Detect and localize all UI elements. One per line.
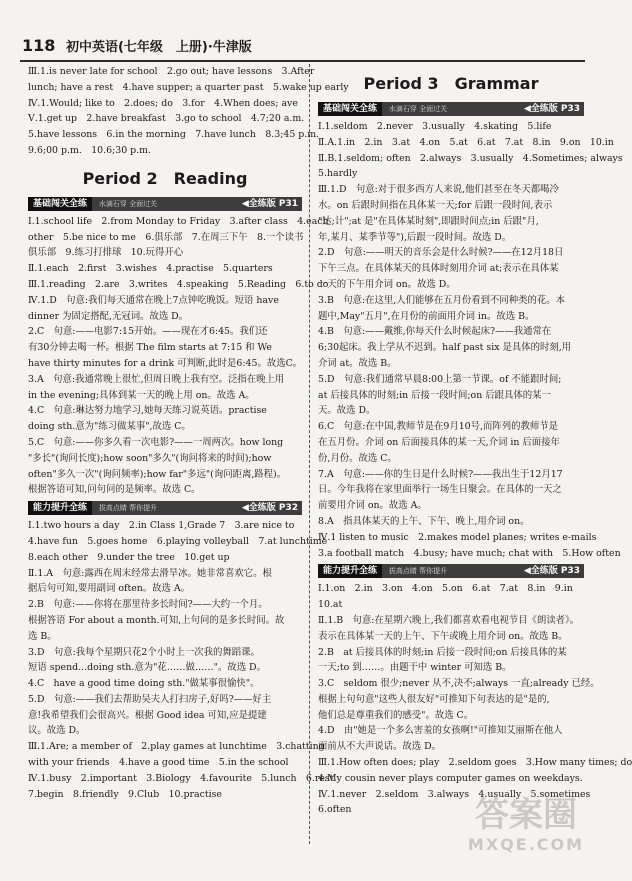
answer-line: 5.hardly	[318, 168, 358, 180]
answer-line: 他们总是尊重我们的感受"。故选 C。	[318, 709, 474, 721]
answer-line: 4.have fun 5.goes home 6.playing volleyball 7.at lunchtime	[28, 535, 328, 547]
book-title: 初中英语(七年级 上册)·牛津版	[65, 40, 252, 55]
answer-line: 2.C 句意:——电影7:15开始。——现在才6:45。我们还	[28, 326, 268, 338]
answer-line: 6.often	[318, 804, 352, 816]
answer-line: with your friends 4.have a good time 5.in the school	[28, 757, 289, 769]
answer-line: Ⅲ.1.D 句意:对于很多西方人来说,他们甚至在冬天都喝冷	[318, 184, 559, 196]
answer-line: 10.at	[318, 599, 343, 611]
answer-line: 3.C seldom 很少;never 从不,决不;always 一直;already 已经。	[318, 678, 600, 690]
answer-line: 前要用介词 on。故选 A。	[318, 500, 427, 512]
answer-line: Ⅰ.1.school life 2.from Monday to Friday 3.after class 4.each	[28, 215, 329, 227]
left-top-answers	[28, 64, 349, 159]
answer-line: 份,月份。故选 C。	[318, 452, 397, 464]
answer-line: 下午三点。在具体某天的具体时刻用介词 at;表示在具体某	[318, 263, 559, 275]
basic-practice-banner	[318, 102, 584, 116]
banner-subtitle: 水滴石穿 全面过关	[388, 105, 448, 113]
banner-page-ref: ◀全练版 P33	[523, 566, 580, 577]
right-ability-answers	[318, 581, 632, 818]
answer-line: Ⅳ.1.busy 2.important 3.Biology 4.favourite 5.lunch 6.rest	[28, 772, 334, 784]
answer-line: 题中,May"五月",在月份的前面用介词 in。故选 B。	[318, 310, 535, 322]
answer-line: 8.each other 9.under the tree 10.get up	[28, 551, 230, 563]
answer-line: 议。故选 D。	[28, 725, 86, 737]
answer-line: at 后接具体的时刻;in 后接一段时间;on 后跟具体的某一	[318, 389, 551, 401]
page-number: 118	[22, 36, 56, 55]
banner-page-ref: ◀全练版 P33	[523, 104, 580, 114]
answer-line: 据后句可知,要用副词 often。故选 A。	[28, 583, 191, 595]
answer-line: 3.a football match 4.busy; have much; chat with 5.How often	[318, 547, 621, 559]
answer-line: other 5.be nice to me 6.俱乐部 7.在周三下午 8.一个读书	[28, 231, 304, 243]
answer-line: 6;30起床。我上学从不迟到。half past six 是具体的时刻,用	[318, 342, 572, 354]
answer-line: 在五月份。介词 on 后面接具体的某一天,介词 in 后面接年	[318, 436, 560, 448]
answer-line: 4.B 句意:——戴维,你每天什么时候起床?——我通常在	[318, 326, 552, 338]
answer-line: often"多久一次"(询问频率);how far"多远"(询问距离,路程)。	[28, 468, 287, 480]
right-basic-answers	[318, 119, 623, 561]
banner-title: 能力提升全练	[28, 501, 92, 515]
answer-line: 8.A 指具体某天的上午、下午、晚上,用介词 on。	[318, 515, 530, 527]
basic-practice-banner	[28, 197, 302, 211]
watermark-logo	[466, 795, 586, 865]
answer-line: Ⅱ.B.1.seldom; often 2.always 3.usually 4.Sometimes; always	[318, 152, 623, 164]
answer-line: 5.D 句意:我们通常早晨8:00上第一节课。of 不能跟时间;	[318, 373, 562, 385]
answer-line: Ⅲ.1.reading 2.are 3.writes 4.speaking 5.Reading 6.to do	[28, 278, 329, 290]
answer-line: 4.C have a good time doing sth."做某事很愉快"。	[28, 678, 260, 690]
banner-subtitle: 拔高点睛 帮你提升	[98, 504, 158, 513]
answer-line: Ⅱ.A.1.in 2.in 3.at 4.on 5.at 6.at 7.at 8.in 9.on 10.in	[318, 136, 614, 148]
answer-line: 4.D 由"她是一个多么害羞的女孩啊!"可推知艾丽斯在他人	[318, 725, 563, 737]
answer-line: Ⅲ.1.Are; a member of 2.play games at lunchtime 3.chatting	[28, 741, 325, 753]
banner-subtitle: 水滴石穿 全面过关	[98, 199, 158, 208]
answer-line: 面前从不大声说话。故选 D。	[318, 741, 441, 753]
answer-line: 2.B at 后接具体的时刻;in 后接一段时间;on 后接具体的某	[318, 646, 567, 658]
answer-line: 俱乐部 9.练习打排球 10.玩得开心	[28, 247, 184, 259]
answer-line: 有30分钟去喝一杯。根据 The film starts at 7:15 和 We	[28, 342, 272, 354]
banner-title: 基础闯关全练	[318, 102, 382, 116]
answer-line: 3.A 句意:我通常晚上很忙,但周日晚上我有空。泛指在晚上用	[28, 373, 285, 385]
answer-line: 一天的下午用介词 on。故选 D。	[318, 278, 456, 290]
answer-line: 根据答语可知,问句问的是频率。故选 C。	[28, 484, 201, 496]
answer-line: 3.B 句意:在这里,人们能够在五月份看到不同种类的花。本	[318, 294, 565, 306]
answer-line: dinner 为固定搭配,无冠词。故选 D。	[28, 310, 189, 322]
ability-practice-banner	[28, 501, 302, 515]
answer-line: Ⅲ.1.How often does; play 2.seldom goes 3.How many times; do	[318, 757, 632, 769]
answer-line: 7.A 句意:——你的生日是什么时候?——我出生于12月17	[318, 468, 563, 480]
answer-line: 5.C 句意:——你多久看一次电影?——一周两次。how long	[28, 436, 284, 448]
right-column	[318, 64, 632, 818]
column-divider	[309, 64, 310, 844]
answer-line: Ⅳ.1.never 2.seldom 3.always 4.usually 5.sometimes	[318, 788, 591, 800]
answer-line: Ⅴ.1.get up 2.have breakfast 3.go to school 4.7;20 a.m.	[28, 113, 305, 125]
banner-title: 能力提升全练	[318, 564, 382, 578]
answer-line: 5.have lessons 6.in the morning 7.have lunch 8.3;45 p.m.	[28, 129, 320, 141]
answer-line: Ⅱ.1.each 2.first 3.wishes 4.practise 5.quarters	[28, 263, 273, 275]
answer-line: 意!我希望我们会很高兴。根据 Good idea 可知,应是提建	[28, 709, 267, 721]
banner-page-ref: ◀全练版 P31	[241, 198, 298, 209]
answer-line: Ⅰ.1.seldom 2.never 3.usually 4.skating 5.life	[318, 121, 552, 132]
answer-line: 4.My cousin never plays computer games on weekdays.	[318, 772, 583, 784]
answer-line: Ⅳ.1.D 句意:我们每天通常在晚上7点钟吃晚饭。短语 have	[28, 294, 279, 306]
banner-page-ref: ◀全练版 P32	[241, 503, 298, 514]
answer-line: Ⅰ.1.two hours a day 2.in Class 1,Grade 7 3.are nice to	[28, 520, 295, 532]
answer-line: Ⅱ.1.A 句意:露西在周末经常去滑旱冰。她非常喜欢它。根	[28, 567, 272, 579]
page-header	[22, 36, 582, 58]
watermark-url: MXQE.COM	[467, 835, 585, 854]
answer-line: 表示在具体某一天的上午、下午或晚上用介词 on。故选 B。	[318, 630, 568, 642]
answer-line: 天。故选 D。	[318, 405, 376, 417]
answer-line: 选 B。	[28, 630, 57, 642]
answer-line: 9.6;00 p.m. 10.6;30 p.m.	[28, 144, 151, 156]
period-2-title: Period 2 Reading	[82, 168, 248, 188]
watermark-text: 答案圈	[475, 795, 577, 835]
banner-subtitle: 拔高点睛 帮你提升	[388, 567, 448, 576]
answer-line: 4.C 句意:琳达努力地学习,她每天练习说英语。practise	[28, 405, 267, 417]
answer-line: 短语 spend...doing sth.意为"花……做……"。故选 D。	[28, 662, 266, 674]
ability-practice-banner	[318, 564, 584, 578]
answer-line: have thirty minutes for a drink 可判断,此时是6:45。故选C。	[28, 357, 303, 369]
answer-line: Ⅲ.1.is never late for school 2.go out; have lessons 3.After	[28, 66, 315, 77]
answer-line: 2.D 句意:——明天的音乐会是什么时候?——在12月18日	[318, 247, 564, 259]
answer-line: Ⅱ.1.B 句意:在星期六晚上,我们都喜欢看电视节目《朗读者》。	[318, 614, 580, 626]
answer-line: Ⅳ.1 listen to music 2.makes model planes; writes e-mails	[318, 531, 597, 543]
period-3-title: Period 3 Grammar	[363, 74, 539, 93]
answer-line: 一天;to 到……。由题干中 winter 可知选 B。	[318, 662, 512, 674]
answer-line: 日。今年我将在家里面举行一场生日聚会。在具体的一天之	[318, 484, 562, 496]
answer-line: 水。on 后跟时间指在具体某一天;for 后跟一段时间,表示	[318, 199, 553, 211]
answer-line: 7.begin 8.friendly 9.Club 10.practise	[28, 788, 222, 800]
answer-line: Ⅳ.1.Would; like to 2.does; do 3.for 4.When does; ave	[28, 97, 298, 109]
answer-line: lunch; have a rest 4.have supper; a quarter past 5.wake up early	[28, 81, 349, 93]
answer-line: 年,某月、某季节等"),后跟一段时间。故选 D。	[318, 231, 512, 243]
answer-line: 2.B 句意:——你将在那里待多长时间?——大约一个月。	[28, 599, 268, 611]
answer-line: 介词 at。故选 B。	[318, 357, 397, 369]
left-basic-answers	[28, 214, 329, 498]
answer-line: 5.D 句意:——我们去帮助吴夫人打扫房子,好吗?——好主	[28, 693, 272, 705]
banner-title: 基础闯关全练	[28, 197, 92, 211]
answer-line: 根据上句句意"这些人很友好"可推知下句表达的是"是的,	[318, 693, 550, 705]
answer-line: Ⅰ.1.on 2.in 3.on 4.on 5.on 6.at 7.at 8.in 9.in	[318, 583, 573, 595]
answer-line: doing sth.意为"练习做某事",故选 C。	[28, 421, 191, 433]
answer-line: 6.C 句意:在中国,教师节是在9月10号,而阵列的教师节是	[318, 421, 559, 433]
header-divider	[20, 60, 585, 62]
answer-line: in the evening;具体到某一天的晚上用 on。故选 A。	[28, 389, 255, 401]
answer-line: "多长"(询问长度);how soon"多久"(询问将来的时间);how	[28, 452, 272, 464]
answer-line: 根据答语 For about a month.可知,上句问的是多长时间。故	[28, 614, 285, 626]
answer-line: 3.D 句意:我每个星期只花2个小时上一次我的舞蹈课。	[28, 646, 260, 658]
answer-line: "达;计";at 是"在具体某时刻",即跟时间点;in 后跟"月,	[318, 215, 539, 227]
